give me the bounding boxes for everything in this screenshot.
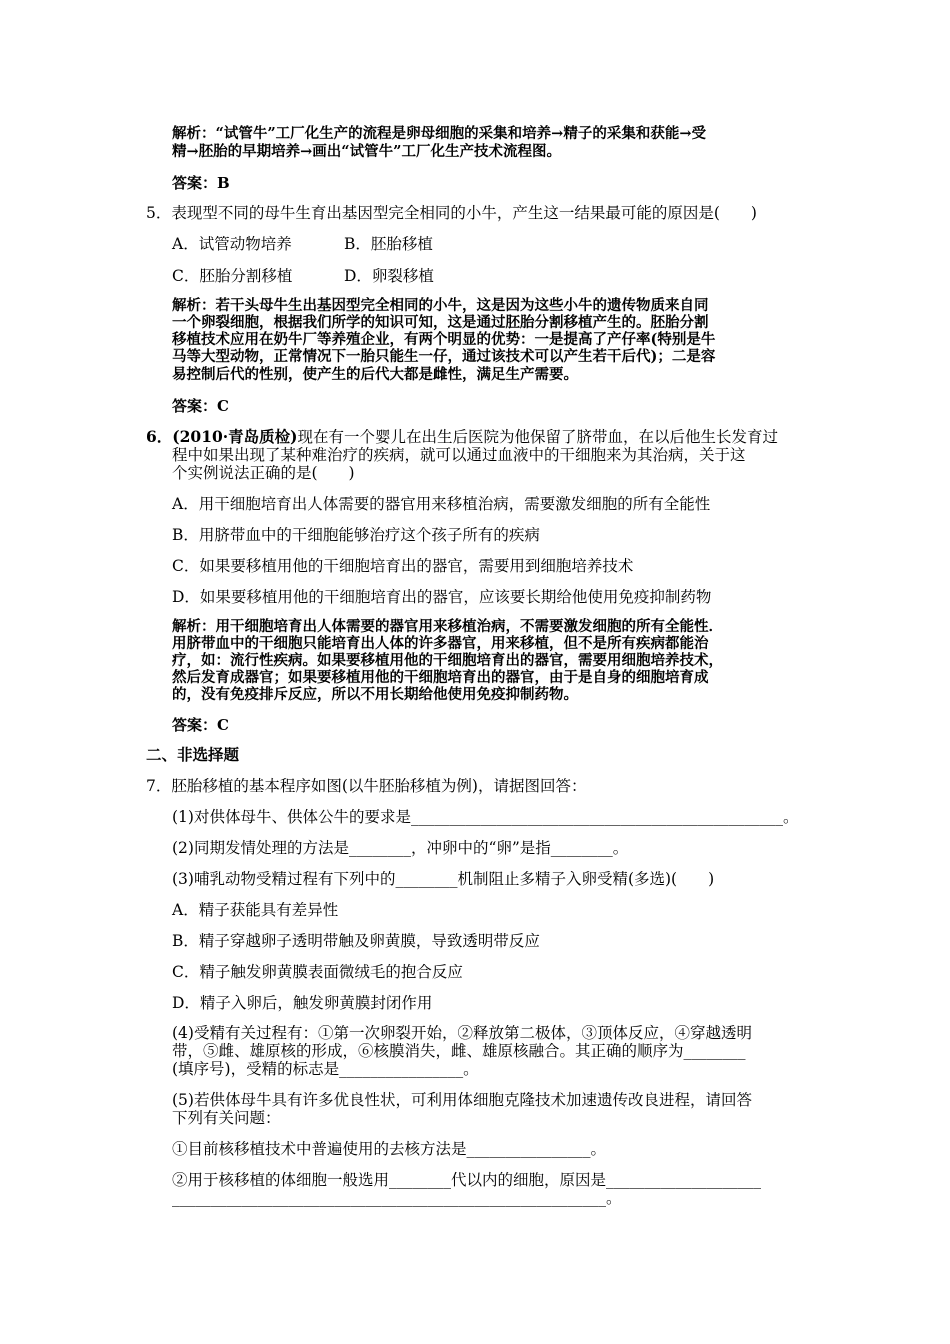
q7-option-c: C．精子触发卵黄膜表面微绒毛的抱合反应 (172, 963, 463, 981)
q6-option-d: D．如果要移植用他的干细胞培育出的器官，应该要长期给他使用免疫抑制药物 (172, 588, 712, 606)
q6-option-b: B．用脐带血中的干细胞能够治疗这个孩子所有的疾病 (172, 526, 540, 544)
q7-part-5-item-2-line-2: ________________________________________________________。 (172, 1189, 622, 1207)
q7-part-4-line-3: (填序号)，受精的标志是________________。 (172, 1060, 479, 1078)
q6-explanation-line-1: 解析：用干细胞培育出人体需要的器官用来移植治病，不需要激发细胞的所有全能性． (172, 618, 723, 635)
q6-option-a: A．用干细胞培育出人体需要的器官用来移植治病，需要激发细胞的所有全能性 (172, 495, 711, 513)
q6-stem-line-3: 个实例说法正确的是( ) (172, 464, 355, 482)
q7-option-a: A．精子获能具有差异性 (172, 901, 339, 919)
q6-explanation-line-2: 用脐带血中的干细胞只能培育出人体的许多器官，用来移植，但不是所有疾病都能治 (172, 635, 709, 652)
q7-part-5-item-1: ①目前核移植技术中普遍使用的去核方法是________________。 (172, 1140, 607, 1158)
q6-stem-line-2: 程中如果出现了某种难治疗的疾病，就可以通过血液中的干细胞来为其治病，关于这 (172, 446, 746, 464)
q6-explanation-line-3: 疗，如：流行性疾病。如果要移植用他的干细胞培育出的器官，需要用细胞培养技术， (172, 652, 723, 669)
q7-option-b: B．精子穿越卵子透明带触及卵黄膜，导致透明带反应 (172, 932, 540, 950)
q7-part-4-line-1: (4)受精有关过程有：①第一次卵裂开始，②释放第二极体，③顶体反应，④穿越透明 (172, 1024, 752, 1042)
q6-explanation-line-5: 的，没有免疫排斥反应，所以不用长期给他使用免疫抑制药物。 (172, 686, 578, 703)
q7-part-5-line-2: 下列有关问题： (172, 1109, 281, 1127)
q7-part-3: (3)哺乳动物受精过程有下列中的________机制阻止多精子入卵受精(多选)( ) (172, 870, 715, 888)
q6-source: 6．(2010·青岛质检) (146, 427, 298, 446)
q6-stem-text: 现在有一个婴儿在出生后医院为他保留了脐带血，在以后他生长发育过 (297, 428, 779, 446)
q7-part-5-line-1: (5)若供体母牛具有许多优良性状，可利用体细胞克隆技术加速遗传改良进程，请回答 (172, 1091, 752, 1109)
q4-answer: 答案：B (172, 174, 230, 192)
q5-explanation-line-5: 易控制后代的性别，使产生的后代大都是雌性，满足生产需要。 (172, 366, 578, 383)
q7-part-2: (2)同期发情处理的方法是________，冲卵中的“卵”是指________。 (172, 839, 629, 857)
q4-explanation-line-1: 解析：“试管牛”工厂化生产的流程是卵母细胞的采集和培养→精子的采集和获能→受 (172, 125, 706, 142)
q7-stem: 7．胚胎移植的基本程序如图(以牛胚胎移植为例)，请据图回答： (146, 777, 587, 795)
q6-option-c: C．如果要移植用他的干细胞培育出的器官，需要用到细胞培养技术 (172, 557, 634, 575)
q5-answer: 答案：C (172, 397, 229, 415)
q5-option-c: C．胚胎分割移植 (172, 267, 293, 285)
q7-part-4-line-2: 带，⑤雌、雄原核的形成，⑥核膜消失，雌、雄原核融合。其正确的顺序为________ (172, 1042, 746, 1060)
q7-part-5-item-2-line-1: ②用于核移植的体细胞一般选用________代以内的细胞，原因是____________________ (172, 1171, 762, 1189)
q5-explanation-line-3: 移植技术应用在奶牛厂等养殖企业，有两个明显的优势：一是提高了产仔率(特别是牛 (172, 331, 716, 348)
q5-explanation-line-4: 马等大型动物，正常情况下一胎只能生一仔，通过该技术可以产生若干后代)；二是容 (172, 348, 716, 365)
q6-explanation-line-4: 然后发育成器官；如果要移植用他的干细胞培育出的器官，由于是自身的细胞培育成 (172, 669, 709, 686)
q7-part-1: (1)对供体母牛、供体公牛的要求是________________________________________________。 (172, 808, 799, 826)
q5-option-b: B．胚胎移植 (344, 235, 433, 253)
q6-answer: 答案：C (172, 716, 229, 734)
q7-option-d: D．精子入卵后，触发卵黄膜封闭作用 (172, 994, 433, 1012)
q5-explanation-line-2: 一个卵裂细胞，根据我们所学的知识可知，这是通过胚胎分割移植产生的。胚胎分割 (172, 314, 709, 331)
q5-option-d: D．卵裂移植 (344, 267, 434, 285)
q5-explanation-line-1: 解析：若干头母牛生出基因型完全相同的小牛，这是因为这些小牛的遗传物质来自同 (172, 297, 709, 314)
q6-stem-line-1 (146, 428, 778, 446)
q4-explanation-line-2: 精→胚胎的早期培养→画出“试管牛”工厂化生产技术流程图。 (172, 143, 561, 160)
q5-stem: 5．表现型不同的母牛生育出基因型完全相同的小牛，产生这一结果最可能的原因是( ) (146, 204, 757, 222)
q5-option-a: A．试管动物培养 (172, 235, 292, 253)
section-heading: 二、非选择题 (146, 745, 240, 764)
